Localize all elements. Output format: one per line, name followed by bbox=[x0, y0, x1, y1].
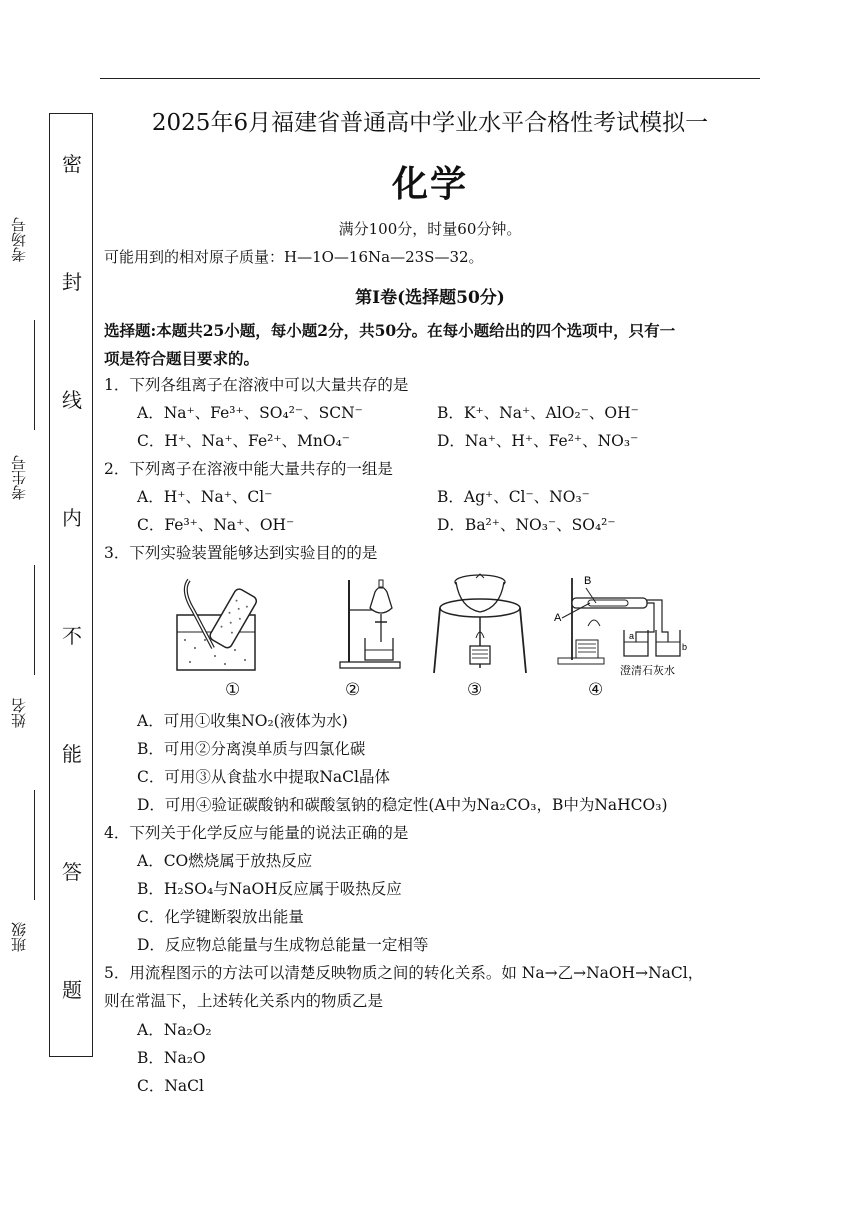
q5-option-c[interactable]: C．NaCl bbox=[137, 1077, 204, 1095]
exam-title: 2025年6月福建省普通高中学业水平合格性考试模拟一 bbox=[151, 110, 709, 136]
full-mark-note: 满分100分，时量60分钟。 bbox=[338, 220, 522, 238]
q4-option-d[interactable]: D．反应物总能量与生成物总能量一定相等 bbox=[137, 936, 429, 954]
q3-option-b[interactable]: B．可用②分离溴单质与四氯化碳 bbox=[137, 740, 366, 758]
seal-char: 题 bbox=[62, 978, 82, 1002]
q3-option-d[interactable]: D．可用④验证碳酸钠和碳酸氢钠的稳定性(A中为Na₂CO₃，B中为NaHCO₃) bbox=[137, 796, 668, 814]
exam-room-line bbox=[34, 320, 35, 430]
figure-label-4: ④ bbox=[588, 680, 604, 700]
seal-box bbox=[49, 113, 93, 1057]
class-label: 班级 bbox=[10, 922, 28, 952]
seal-char: 不 bbox=[62, 624, 82, 648]
q5-stem: 5．用流程图示的方法可以清楚反映物质之间的转化关系。如 Na→乙→NaOH→NaCl， bbox=[104, 964, 704, 982]
seal-char: 答 bbox=[62, 860, 82, 884]
name-line bbox=[34, 790, 35, 900]
label-a-small: a bbox=[629, 631, 635, 641]
q5-option-a[interactable]: A．Na₂O₂ bbox=[137, 1021, 212, 1039]
q1-option-a[interactable]: A．Na⁺、Fe³⁺、SO₄²⁻、SCN⁻ bbox=[137, 404, 363, 422]
label-b: B bbox=[584, 575, 592, 587]
q3-option-c[interactable]: C．可用③从食盐水中提取NaCl晶体 bbox=[137, 768, 390, 786]
q4-stem: 4．下列关于化学反应与能量的说法正确的是 bbox=[104, 824, 409, 842]
candidate-number-label: 考生号 bbox=[10, 455, 28, 500]
q5-option-b[interactable]: B．Na₂O bbox=[137, 1049, 206, 1067]
q4-option-a[interactable]: A．CO燃烧属于放热反应 bbox=[137, 852, 313, 870]
q2-option-a[interactable]: A．H⁺、Na⁺、Cl⁻ bbox=[137, 488, 273, 506]
q3-option-a[interactable]: A．可用①收集NO₂(液体为水) bbox=[137, 712, 348, 730]
q1-option-c[interactable]: C．H⁺、Na⁺、Fe²⁺、MnO₄⁻ bbox=[137, 432, 350, 450]
apparatus-3-evaporation bbox=[432, 568, 527, 678]
apparatus-4-thermal-stability bbox=[552, 570, 702, 680]
q2-option-d[interactable]: D．Ba²⁺、NO₃⁻、SO₄²⁻ bbox=[437, 516, 616, 534]
q4-option-c[interactable]: C．化学键断裂放出能量 bbox=[137, 908, 304, 926]
seal-char: 密 bbox=[62, 152, 82, 176]
q2-stem: 2．下列离子在溶液中能大量共存的一组是 bbox=[104, 460, 393, 478]
figure-label-2: ② bbox=[345, 680, 361, 700]
q4-option-b[interactable]: B．H₂SO₄与NaOH反应属于吸热反应 bbox=[137, 880, 402, 898]
q1-option-b[interactable]: B．K⁺、Na⁺、AlO₂⁻、OH⁻ bbox=[437, 404, 639, 422]
label-a: A bbox=[554, 612, 562, 624]
figure-label-3: ③ bbox=[467, 680, 483, 700]
seal-char: 封 bbox=[62, 270, 82, 294]
q2-option-b[interactable]: B．Ag⁺、Cl⁻、NO₃⁻ bbox=[437, 488, 590, 506]
section-intro-cont: 项是符合题目要求的。 bbox=[104, 349, 260, 368]
apparatus-1-gas-collection bbox=[175, 570, 265, 675]
name-label: 姓名 bbox=[10, 698, 28, 728]
atomic-mass-note: 可能用到的相对原子质量：H—1O—16Na—23S—32。 bbox=[104, 248, 484, 266]
seal-char: 线 bbox=[62, 388, 82, 412]
q1-stem: 1．下列各组离子在溶液中可以大量共存的是 bbox=[104, 376, 409, 394]
q2-option-c[interactable]: C．Fe³⁺、Na⁺、OH⁻ bbox=[137, 516, 295, 534]
limewater-label: 澄清石灰水 bbox=[620, 664, 675, 677]
subject-title: 化学 bbox=[391, 164, 468, 205]
q1-option-d[interactable]: D．Na⁺、H⁺、Fe²⁺、NO₃⁻ bbox=[437, 432, 639, 450]
q5-stem-cont: 则在常温下，上述转化关系内的物质乙是 bbox=[104, 992, 384, 1010]
apparatus-2-separatory-funnel bbox=[335, 570, 410, 675]
seal-char: 能 bbox=[62, 742, 82, 766]
section-title: 第Ⅰ卷(选择题50分) bbox=[355, 288, 505, 308]
q3-stem: 3．下列实验装置能够达到实验目的的是 bbox=[104, 544, 378, 562]
top-rule bbox=[100, 78, 760, 79]
exam-room-label: 考场号 bbox=[10, 217, 28, 262]
section-intro: 选择题:本题共25小题，每小题2分，共50分。在每小题给出的四个选项中，只有一 bbox=[104, 321, 676, 340]
candidate-number-line bbox=[34, 565, 35, 675]
figure-label-1: ① bbox=[225, 680, 241, 700]
label-b-small: b bbox=[682, 642, 688, 652]
seal-char: 内 bbox=[62, 506, 82, 530]
